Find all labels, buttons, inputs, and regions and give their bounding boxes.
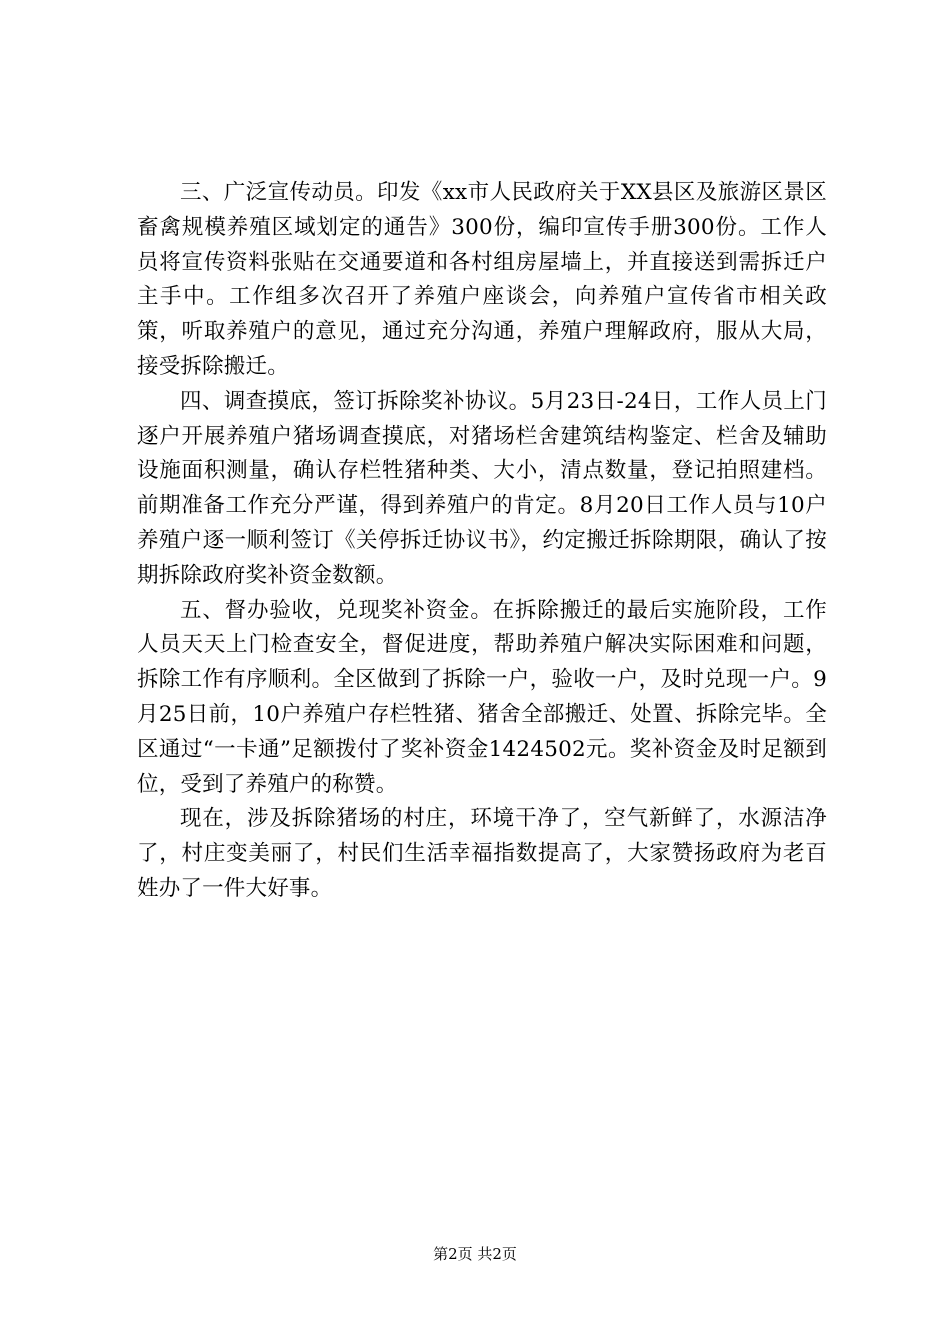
paragraph-acceptance: 五、督办验收，兑现奖补资金。在拆除搬迁的最后实施阶段，工作人员天天上门检查安全，督促进度，帮助养殖户解决实际困难和问题，拆除工作有序顺利。全区做到了拆除一户，验收一户，及时兑现一户。9月25日前，10户养殖户存栏牲猪、猪舍全部搬迁、处置、拆除完毕。全区通过“一卡通”足额拨付了奖补资金1424502元。奖补资金及时足额到位，受到了养殖户的称赞。 (137, 597, 827, 797)
paragraph-survey: 四、调查摸底，签订拆除奖补协议。5月23日-24日，工作人员上门逐户开展养殖户猪场调查摸底，对猪场栏舍建筑结构鉴定、栏舍及辅助设施面积测量，确认存栏牲猪种类、大小，清点数量，登记拍照建档。前期准备工作充分严谨，得到养殖户的肯定。8月20日工作人员与10户养殖户逐一顺利签订《关停拆迁协议书》，约定搬迁拆除期限，确认了按期拆除政府奖补资金数额。 (137, 388, 827, 588)
paragraph-conclusion: 现在，涉及拆除猪场的村庄，环境干净了，空气新鲜了，水源洁净了，村庄变美丽了，村民们生活幸福指数提高了，大家赞扬政府为老百姓办了一件大好事。 (137, 806, 827, 901)
paragraph-publicity: 三、广泛宣传动员。印发《xx市人民政府关于XX县区及旅游区景区畜禽规模养殖区域划定的通告》300份，编印宣传手册300份。工作人员将宣传资料张贴在交通要道和各村组房屋墙上，并直接送到需拆迁户主手中。工作组多次召开了养殖户座谈会，向养殖户宣传省市相关政策，听取养殖户的意见，通过充分沟通，养殖户理解政府，服从大局，接受拆除搬迁。 (137, 180, 827, 379)
page-number-footer: 第2页 共2页 (433, 1245, 517, 1263)
document-body (137, 176, 827, 907)
